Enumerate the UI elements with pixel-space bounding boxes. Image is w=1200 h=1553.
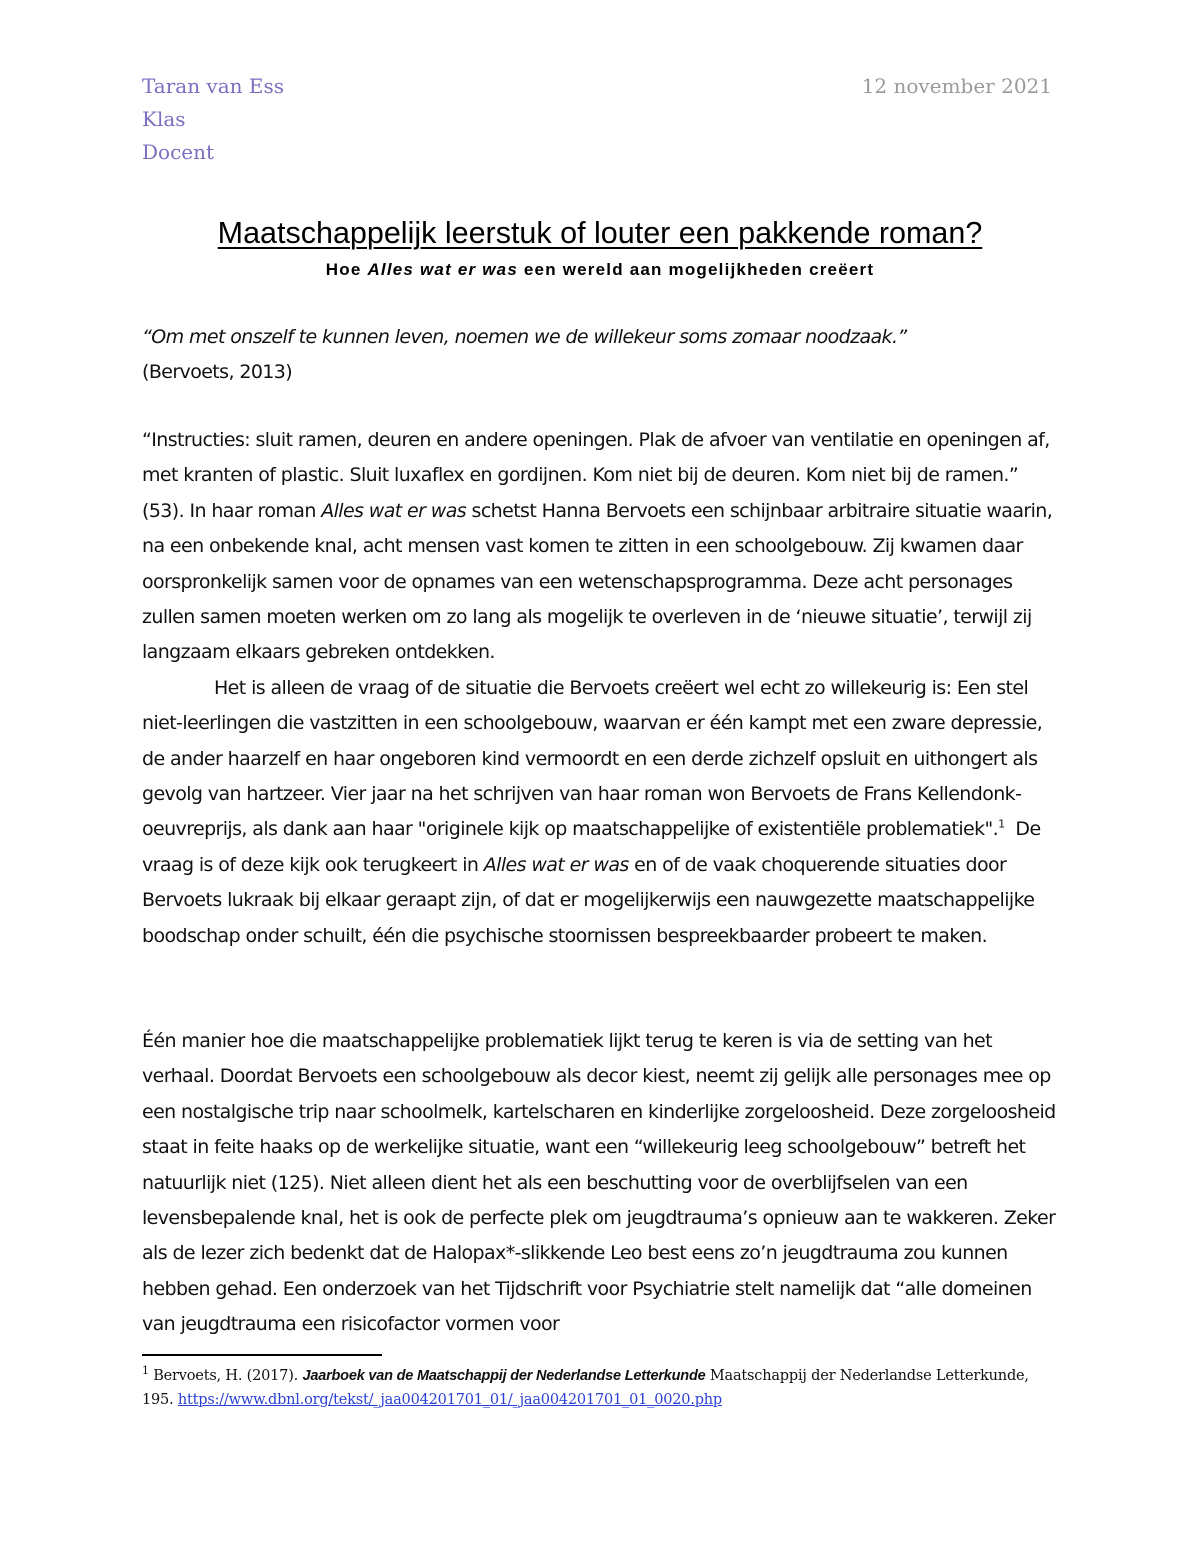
paragraph-text: en of de vaak choquerende situaties door Bervoets lukraak bij elkaar geraapt zijn, of dat er mogelijkerwijs een nauwgezette maatschappelijke boodschap onder schuilt, één die psychische stoornissen bespreekbaarder probeert te maken. <box>142 853 1035 947</box>
paragraph: Één manier hoe die maatschappelijke problematiek lijkt terug te keren is via de setting van het verhaal. Doordat Bervoets een schoolgebouw als decor kiest, neemt zij gelijk alle personages mee op een nostalgische trip naar schoolmelk, kartelscharen en kinderlijke zorgeloosheid. Deze zorgeloosheid staat in feite haaks op de werkelijke situatie, want een “willekeurig leeg schoolgebouw” betreft het natuurlijk niet (125). Niet alleen dient het als een beschutting voor de overblijfselen van een levensbepalende knal, het is ook de perfecte plek om jeugdtrauma’s opnieuw aan te wakkeren. Zeker als de lezer zich bedenkt dat de Halopax*-slikkende Leo best eens zo’n jeugdtrauma zou kunnen hebben gehad. Een onderzoek van het Tijdschrift voor Psychiatrie stelt namelijk dat “alle domeinen van jeugdtrauma een risicofactor vormen voor <box>142 1030 1056 1336</box>
epigraph-citation: (Bervoets, 2013) <box>142 361 293 384</box>
footnote-separator <box>142 1354 382 1356</box>
essay-title: Maatschappelijk leerstuk of louter een pakkende roman? <box>217 216 983 250</box>
footnote-link[interactable]: https://www.dbnl.org/tekst/_jaa004201701_01/_jaa004201701_01_0020.php <box>177 1392 723 1408</box>
footnote <box>142 1364 1058 1412</box>
document-date: 12 november 2021 <box>861 74 1052 98</box>
footnote-text: Maatschappij der Nederlandse Letterkunde, 195. <box>142 1368 1029 1408</box>
subtitle-text: Hoe <box>325 260 368 279</box>
epigraph <box>142 320 1057 391</box>
footnote-number: 1 <box>142 1364 149 1378</box>
teacher-label: Docent <box>142 140 215 164</box>
author-name: Taran van Ess <box>142 74 285 98</box>
subtitle-text: een wereld aan mogelijkheden creëert <box>517 260 875 279</box>
essay-subtitle <box>142 260 1058 280</box>
body-paragraph-3 <box>142 1024 1057 1343</box>
class-label: Klas <box>142 107 186 131</box>
footnote-book-title: Jaarboek van de Maatschappij der Nederlandse Letterkunde <box>302 1368 706 1384</box>
book-title: Alles wat er was <box>483 853 629 876</box>
footnote-reference[interactable]: 1 <box>998 818 1005 832</box>
paragraph <box>142 671 1057 954</box>
body-paragraphs <box>142 423 1057 954</box>
paragraph-text: De vraag is of deze kijk ook terugkeert in <box>142 818 1046 876</box>
paragraph-text: Het is alleen de vraag of de situatie die Bervoets creëert wel echt zo willekeurig is: Een stel niet-leerlingen die vastzitten in een schoolgebouw, waarvan er één kampt met een zware depressie, de ander haarzelf en haar ongeboren kind vermoordt en een derde zichzelf opsluit en uithongert als gevolg van hartzeer. Vier jaar na het schrijven van haar roman won Bervoets de Frans Kellendonk-oeuvreprijs, als dank aan haar "originele kijk op maatschappelijke of existentiële problematiek". <box>142 676 1043 841</box>
footnote-text: Bervoets, H. (2017). <box>148 1368 303 1384</box>
paragraph <box>142 423 1057 671</box>
paragraph-text: “Instructies: sluit ramen, deuren en andere openingen. Plak de afvoer van ventilatie en openingen af, met kranten of plastic. Sluit luxaflex en gordijnen. Kom niet bij de deuren. Kom niet bij de ramen.” (53). In haar roman <box>142 429 1050 522</box>
paragraph-text: schetst Hanna Bervoets een schijnbaar arbitraire situatie waarin, na een onbekende knal, acht mensen vast komen te zitten in een schoolgebouw. Zij kwamen daar oorspronkelijk samen voor de opnames van een wetenschapsprogramma. Deze acht personages zullen samen moeten werken om zo lang als mogelijk te overleven in de ‘nieuwe situatie’, terwijl zij langzaam elkaars gebreken ontdekken. <box>142 499 1053 664</box>
book-title: Alles wat er was <box>321 499 467 522</box>
subtitle-book-title: Alles wat er was <box>367 260 518 279</box>
document-header <box>142 70 284 169</box>
epigraph-quote: “Om met onszelf te kunnen leven, noemen we de willekeur soms zomaar noodzaak.” <box>142 326 907 348</box>
